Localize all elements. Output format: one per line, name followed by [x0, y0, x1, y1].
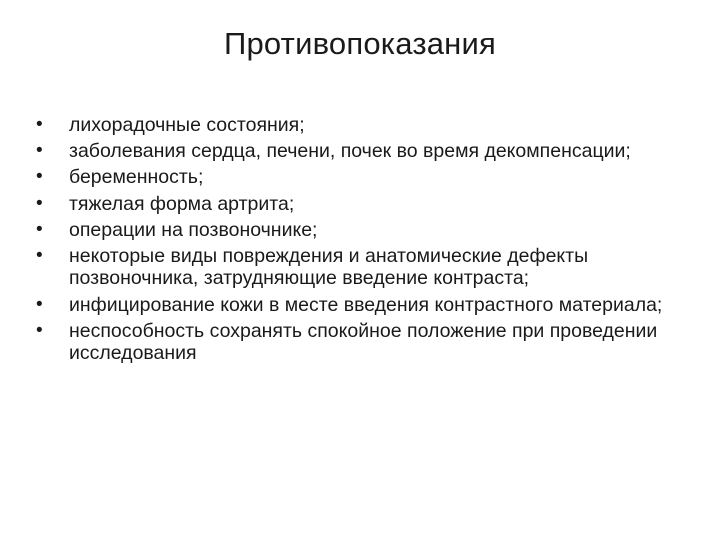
bullet-dot-icon: • — [36, 192, 43, 214]
bullet-dot-icon: • — [36, 293, 43, 315]
list-item-text: операции на позвоночнике; — [69, 218, 318, 241]
bullet-dot-icon: • — [36, 244, 43, 266]
list-item-text: лихорадочные состояния; — [69, 114, 305, 136]
bullet-dot-icon: • — [36, 218, 43, 240]
list-item-text: некоторые виды повреждения и анатомические дефекты позвоночника, затрудняющие введение контраста; — [69, 244, 589, 290]
list-item — [36, 320, 676, 365]
slide-title: Противопоказания — [224, 26, 496, 61]
bullet-dot-icon: • — [36, 319, 43, 341]
bullet-dot-icon: • — [36, 166, 43, 188]
list-item-text: тяжелая форма артрита; — [69, 192, 295, 215]
list-item — [36, 140, 676, 163]
list-item — [36, 166, 676, 189]
bullet-dot-icon: • — [36, 140, 43, 162]
list-item-text: беременность; — [69, 166, 204, 189]
list-item — [36, 219, 676, 242]
list-item-text: инфицирование кожи в месте введения контрастного материала; — [69, 293, 663, 316]
list-item-text: заболевания сердца, печени, почек во время декомпенсации; — [69, 140, 631, 163]
contraindications-list — [36, 114, 676, 369]
list-item — [36, 114, 676, 137]
list-item — [36, 245, 676, 290]
list-item — [36, 193, 676, 216]
list-item-text: неспособность сохранять спокойное положение при проведении исследования — [69, 319, 658, 365]
list-item — [36, 294, 676, 317]
bullet-dot-icon: • — [36, 114, 43, 135]
